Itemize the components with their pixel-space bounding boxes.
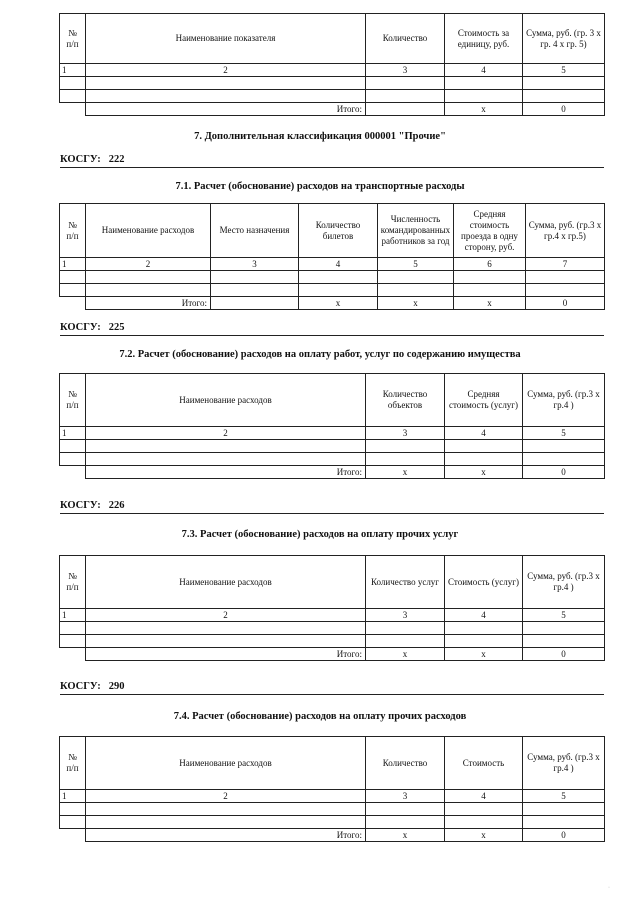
table-transport	[59, 203, 604, 310]
col-header-sum: Сумма, руб. (гр.3 х гр.4 )	[523, 737, 605, 790]
table-row	[60, 622, 605, 635]
total-cell: 0	[523, 103, 605, 116]
col-header-name: Наименование расходов	[86, 374, 366, 427]
col-header-avg-cost: Средняя стоимость проезда в одну сторону, руб.	[454, 204, 526, 258]
col-number: 5	[523, 427, 605, 440]
table-row	[60, 816, 605, 829]
col-header-cost: Стоимость (услуг)	[445, 556, 523, 609]
col-header-workers: Численность командированных работников за год	[378, 204, 454, 258]
section-title: 7. Дополнительная классификация 000001 "Прочие"	[194, 131, 446, 142]
col-number: 3	[366, 427, 445, 440]
total-cell: 0	[523, 829, 605, 842]
col-header-num: № п/п	[60, 14, 86, 64]
subsection-title: 7.1. Расчет (обоснование) расходов на транспортные расходы	[175, 181, 465, 192]
total-cell: x	[445, 648, 523, 661]
kosgu-line	[60, 154, 604, 168]
table-row	[60, 271, 605, 284]
total-cell: x	[366, 466, 445, 479]
col-header-num: № п/п	[60, 374, 86, 427]
col-number: 2	[86, 64, 366, 77]
col-number: 2	[86, 609, 366, 622]
kosgu-code: 222	[108, 154, 125, 165]
subsection-title: 7.3. Расчет (обоснование) расходов на оплату прочих услуг	[181, 529, 459, 540]
col-number: 5	[378, 258, 454, 271]
col-header-name: Наименование расходов	[86, 737, 366, 790]
table-other-expenses	[59, 736, 604, 842]
kosgu-line	[60, 681, 604, 695]
col-header-services: Количество услуг	[366, 556, 445, 609]
col-number: 6	[454, 258, 526, 271]
table-row	[60, 284, 605, 297]
kosgu-line	[60, 500, 604, 514]
column-number-row	[60, 427, 605, 440]
total-row	[60, 466, 605, 479]
total-cell: 0	[523, 648, 605, 661]
kosgu-code: 290	[108, 681, 125, 692]
column-number-row	[60, 64, 605, 77]
total-row	[60, 829, 605, 842]
col-number: 1	[60, 64, 86, 77]
col-number: 4	[445, 427, 523, 440]
col-number: 2	[86, 790, 366, 803]
total-row	[60, 297, 605, 310]
kosgu-label: КОСГУ:	[60, 681, 101, 692]
total-row	[60, 648, 605, 661]
col-number: 1	[60, 790, 86, 803]
kosgu-code: 226	[108, 500, 125, 511]
col-number: 5	[523, 790, 605, 803]
kosgu-label: КОСГУ:	[60, 154, 101, 165]
table-property	[59, 373, 604, 479]
col-header-name: Наименование расходов	[86, 204, 211, 258]
col-header-tickets: Количество билетов	[299, 204, 378, 258]
kosgu-line	[60, 322, 604, 336]
table-indicators	[59, 13, 604, 116]
col-header-qty: Количество	[366, 14, 445, 64]
total-cell: 0	[526, 297, 605, 310]
col-header-objects: Количество объектов	[366, 374, 445, 427]
col-number: 1	[60, 427, 86, 440]
total-cell: x	[366, 648, 445, 661]
total-label: Итого:	[86, 103, 366, 116]
kosgu-code: 225	[108, 322, 125, 333]
total-cell: x	[445, 103, 523, 116]
total-cell: x	[378, 297, 454, 310]
col-number: 3	[366, 790, 445, 803]
col-number: 1	[60, 258, 86, 271]
col-header-destination: Место назначения	[211, 204, 299, 258]
column-number-row	[60, 790, 605, 803]
total-label: Итого:	[86, 297, 211, 310]
total-label: Итого:	[86, 648, 366, 661]
kosgu-label: КОСГУ:	[60, 322, 101, 333]
total-cell: x	[445, 466, 523, 479]
table-row	[60, 77, 605, 90]
col-header-num: № п/п	[60, 204, 86, 258]
col-header-avg-cost: Средняя стоимость (услуг)	[445, 374, 523, 427]
col-number: 1	[60, 609, 86, 622]
table-row	[60, 90, 605, 103]
total-label: Итого:	[86, 829, 366, 842]
table-row	[60, 803, 605, 816]
scan-speck: ·	[608, 885, 610, 891]
col-header-name: Наименование расходов	[86, 556, 366, 609]
table-row	[60, 440, 605, 453]
total-cell: x	[454, 297, 526, 310]
col-number: 5	[523, 64, 605, 77]
col-number: 5	[523, 609, 605, 622]
subsection-title: 7.2. Расчет (обоснование) расходов на оплату работ, услуг по содержанию имущества	[119, 349, 521, 360]
total-cell: 0	[523, 466, 605, 479]
total-cell: x	[299, 297, 378, 310]
col-header-sum: Сумма, руб. (гр.3 х гр.4 х гр.5)	[526, 204, 605, 258]
col-number: 2	[86, 258, 211, 271]
col-number: 7	[526, 258, 605, 271]
table-row	[60, 453, 605, 466]
col-header-sum: Сумма, руб. (гр. 3 х гр. 4 х гр. 5)	[523, 14, 605, 64]
col-header-num: № п/п	[60, 737, 86, 790]
total-row	[60, 103, 605, 116]
col-header-unit-cost: Стоимость за единицу, руб.	[445, 14, 523, 64]
col-number: 4	[445, 790, 523, 803]
col-number: 3	[211, 258, 299, 271]
col-number: 2	[86, 427, 366, 440]
col-header-qty: Количество	[366, 737, 445, 790]
col-header-cost: Стоимость	[445, 737, 523, 790]
col-number: 3	[366, 64, 445, 77]
table-other-services	[59, 555, 604, 661]
col-header-sum: Сумма, руб. (гр.3 х гр.4 )	[523, 374, 605, 427]
kosgu-label: КОСГУ:	[60, 500, 101, 511]
col-number: 4	[445, 609, 523, 622]
subsection-title: 7.4. Расчет (обоснование) расходов на оплату прочих расходов	[173, 711, 467, 722]
col-number: 3	[366, 609, 445, 622]
col-number: 4	[445, 64, 523, 77]
total-cell: x	[445, 829, 523, 842]
column-number-row	[60, 609, 605, 622]
total-label: Итого:	[86, 466, 366, 479]
col-header-num: № п/п	[60, 556, 86, 609]
col-number: 4	[299, 258, 378, 271]
col-header-name: Наименование показателя	[86, 14, 366, 64]
total-cell: x	[366, 829, 445, 842]
table-row	[60, 635, 605, 648]
col-header-sum: Сумма, руб. (гр.3 х гр.4 )	[523, 556, 605, 609]
column-number-row	[60, 258, 605, 271]
